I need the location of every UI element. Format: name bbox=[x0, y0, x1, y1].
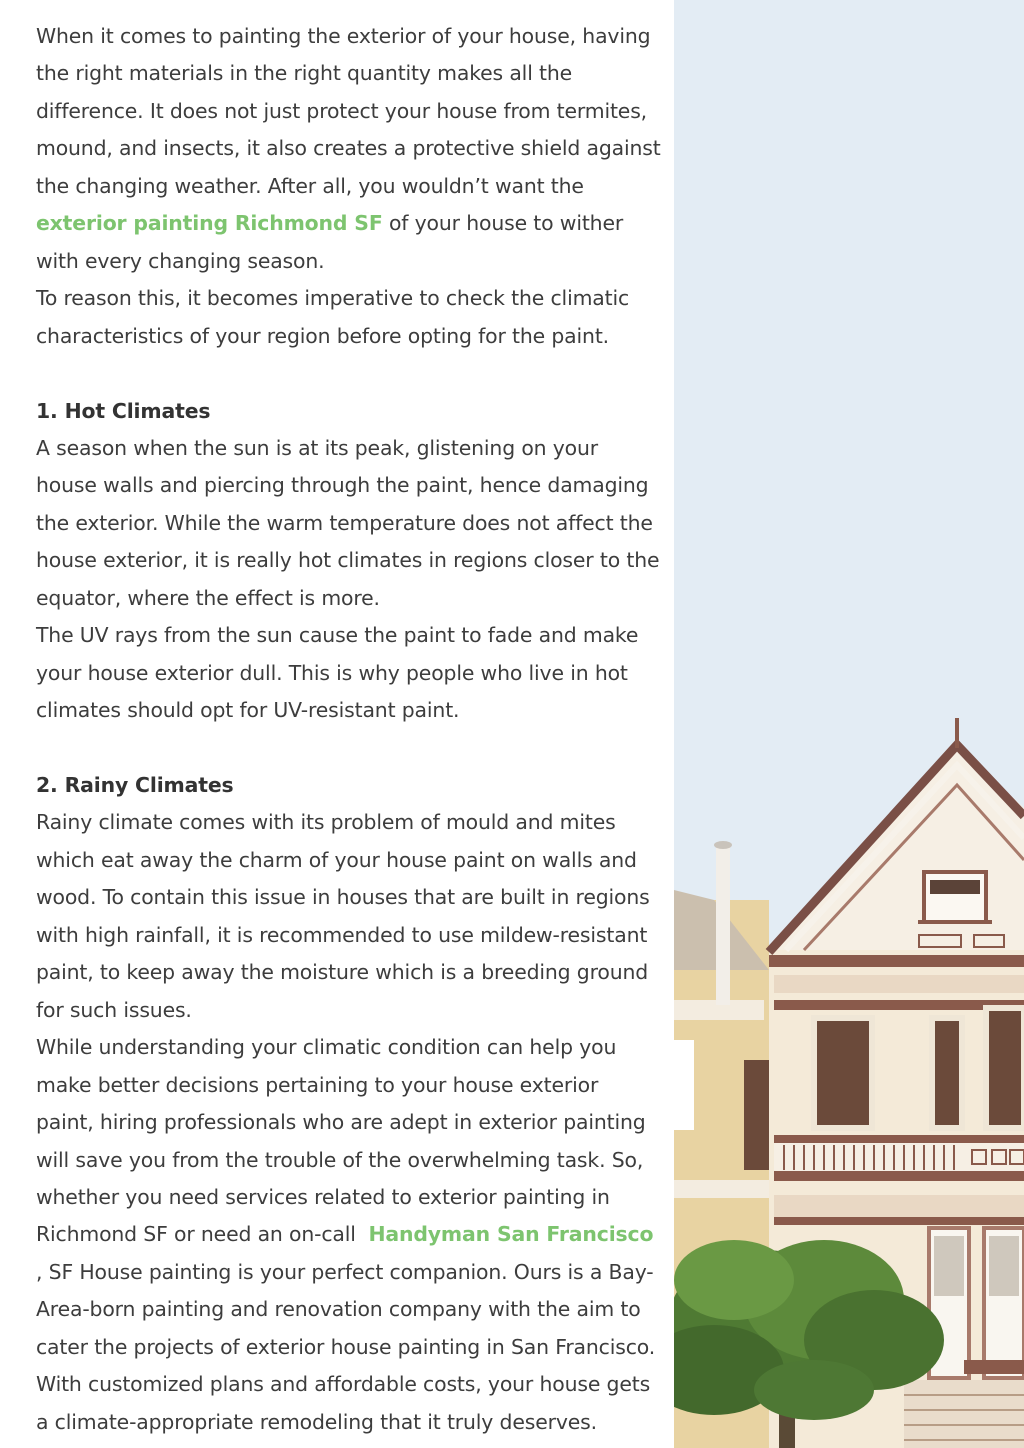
spacer bbox=[36, 355, 662, 392]
house-photo bbox=[674, 0, 1024, 1448]
hot-climates-paragraph-2: The UV rays from the sun cause the paint to fade and make your house exterior dull. This is why people who live in hot climates should opt for UV-resistant paint. bbox=[36, 623, 639, 723]
victorian-house-illustration bbox=[674, 0, 1024, 1448]
rainy-text-b: , SF House painting is your perfect companion. Ours is a Bay-Area-born painting and renovation company with the aim to cater the projects of exterior house painting in San Francisco. With customized plans and affordable costs, your house gets a climate-appropriate remodeling that it truly deserves. bbox=[36, 1259, 656, 1434]
intro-text-b: of your house to wither with every changing season. bbox=[36, 211, 624, 273]
intro-paragraph bbox=[36, 18, 662, 280]
hot-climates-heading: 1. Hot Climates bbox=[36, 398, 211, 423]
rainy-climates-heading: 2. Rainy Climates bbox=[36, 773, 234, 798]
rainy-climates-paragraph-1: Rainy climate comes with its problem of mould and mites which eat away the charm of your house paint on walls and wood. To contain this issue in houses that are built in regions with high rainfall, it is recommended to use mildew-resistant paint, to keep away the moisture which is a breeding ground for such issues. bbox=[36, 810, 650, 1022]
chimney bbox=[716, 845, 730, 1005]
intro-text-a: When it comes to painting the exterior of your house, having the right materials in the right quantity makes all the difference. It does not just protect your house from termites, mound, and insects, it also creates a protective shield against the changing weather. After all, you wouldn’t want the bbox=[36, 24, 661, 198]
exterior-painting-link[interactable]: exterior painting Richmond SF bbox=[36, 211, 383, 236]
hot-climates-paragraph-1: A season when the sun is at its peak, glistening on your house walls and piercing through the paint, hence damaging the exterior. While the warm temperature does not affect the house exterior, it is really hot climates in regions closer to the equator, where the effect is more. bbox=[36, 435, 660, 610]
rainy-text-a: While understanding your climatic condition can help you make better decisions pertaining to your house exterior paint, hiring professionals who are adept in exterior painting will save you from the trouble of the overwhelming task. So, whether you need services related to exterior painting in Richmond SF or need an on-call bbox=[36, 1035, 646, 1247]
rainy-climates-paragraph-2 bbox=[36, 1029, 662, 1441]
handyman-link[interactable]: Handyman San Francisco bbox=[368, 1222, 654, 1247]
window bbox=[814, 1018, 872, 1128]
spacer bbox=[36, 730, 662, 767]
intro-paragraph-2: To reason this, it becomes imperative to check the climatic characteristics of your region before opting for the paint. bbox=[36, 286, 630, 348]
article-body bbox=[36, 18, 662, 1441]
